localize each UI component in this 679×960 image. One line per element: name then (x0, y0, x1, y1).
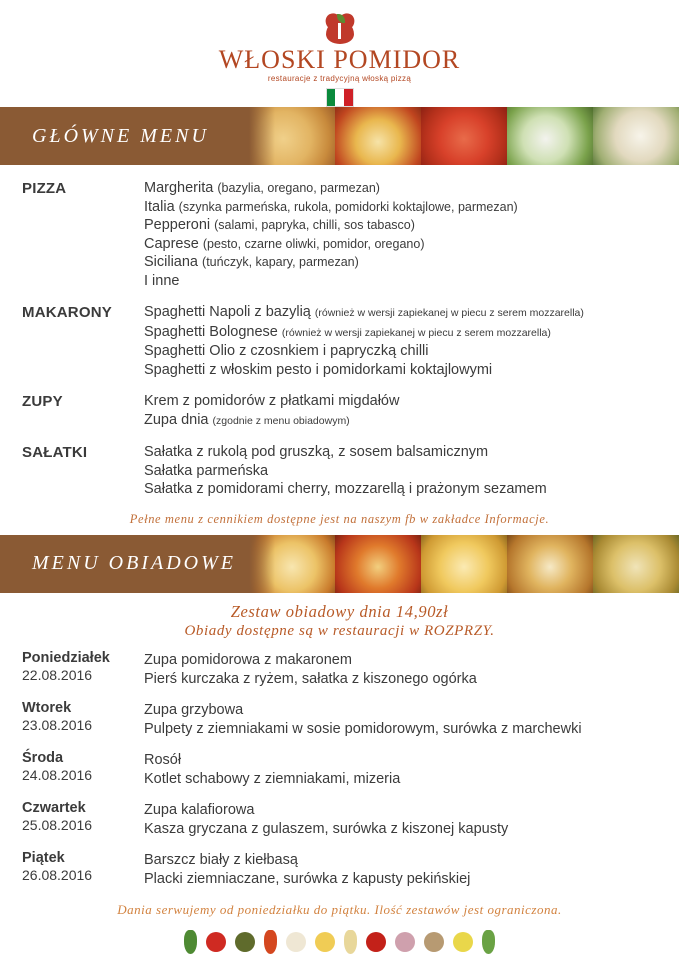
lunch-price-line: Zestaw obiadowy dnia 14,90zł (230, 601, 449, 621)
pasta-photo (335, 107, 421, 165)
pasta-icon (344, 930, 357, 954)
lunch-menu-photo-strip (249, 535, 679, 593)
category-label: PIZZA (22, 180, 67, 198)
broth-photo (421, 535, 507, 593)
menu-item (144, 480, 661, 499)
lunch-days-list (0, 640, 679, 889)
pepper-icon (264, 930, 277, 954)
day-dish: Kotlet schabowy z ziemniakami, mizeria (144, 770, 401, 787)
item-title: Sałatka parmeńska (144, 462, 269, 479)
main-menu-banner (0, 107, 679, 165)
menu-category-zupy (22, 392, 661, 430)
item-desc: (pesto, czarne oliwki, pomidor, oregano) (202, 236, 425, 251)
menu-item (144, 323, 661, 343)
day-row (22, 700, 665, 739)
footer-line-1: Dania serwujemy od poniedziałku do piątku. Ilość zestawów jest ograniczona. (117, 901, 562, 917)
item-title: Spaghetti z włoskim pesto i pomidorkami koktajlowymi (144, 361, 493, 378)
brand-tagline: restauracje z tradycyjną włoską pizzą (267, 74, 412, 84)
lunch-menu-banner (0, 535, 679, 593)
main-menu-photo-strip (249, 107, 679, 165)
tomato-heart-fork-icon (323, 14, 357, 44)
day-name: Piątek (22, 849, 65, 866)
item-title: Margherita (144, 180, 214, 197)
day-name: Wtorek (22, 699, 72, 716)
menu-item (144, 272, 661, 291)
item-title: Sałatka z rukolą pod gruszką, z sosem balsamicznym (144, 444, 489, 461)
item-title: Spaghetti Olio z czosnkiem i papryczką chilli (144, 343, 429, 360)
menu-item (144, 198, 661, 217)
item-desc: (salami, papryka, chilli, sos tabasco) (214, 218, 415, 233)
category-label: SAŁATKI (22, 444, 88, 462)
day-date: 25.08.2016 (22, 816, 93, 833)
lunch-menu-banner-title: MENU OBIADOWE (32, 552, 236, 575)
item-note: (również w wersji zapiekanej w piecu z serem mozzarella) (281, 326, 551, 339)
full-menu-note: Pełne menu z cennikiem dostępne jest na naszym fb w zakładce Informacje. (129, 511, 550, 526)
menu-item (144, 179, 661, 198)
menu-item (144, 361, 661, 380)
menu-item (144, 342, 661, 361)
day-dish: Zupa pomidorowa z makaronem (144, 651, 352, 668)
tomato-icon (206, 932, 226, 952)
item-desc: (szynka parmeńska, rukola, pomidorki koktajlowe, parmezan) (178, 199, 518, 214)
menu-item (144, 253, 661, 272)
item-title: Italia (144, 198, 175, 215)
day-name: Środa (22, 749, 64, 766)
cutlet-photo (507, 535, 593, 593)
potato-pancakes-photo (593, 535, 679, 593)
item-title: Spaghetti Napoli z bazylią (144, 304, 311, 321)
main-menu-body (0, 165, 679, 499)
lemon-icon (453, 932, 473, 952)
category-label: MAKARONY (22, 304, 112, 322)
menu-item (144, 443, 661, 462)
item-title: Siciliana (144, 254, 198, 271)
lunch-location-line: Obiady dostępne są w restauracji w ROZPRZY. (184, 622, 495, 639)
brand-header (0, 0, 679, 107)
lunch-headline (0, 602, 679, 640)
item-note: (również w wersji zapiekanej w piecu z serem mozzarella) (314, 307, 584, 320)
item-title: Krem z pomidorów z płatkami migdałów (144, 393, 400, 410)
day-dish: Placki ziemniaczane, surówka z kapusty pekińskiej (144, 870, 471, 887)
day-row (22, 750, 665, 789)
basil-icon (184, 930, 197, 954)
italian-flag-icon (326, 88, 354, 107)
menu-item (144, 392, 661, 411)
day-row (22, 650, 665, 689)
category-label: ZUPY (22, 393, 63, 411)
day-row (22, 850, 665, 889)
day-row (22, 800, 665, 839)
cheese-icon (315, 932, 335, 952)
day-date: 26.08.2016 (22, 866, 93, 883)
meatballs-photo (335, 535, 421, 593)
day-dish: Zupa grzybowa (144, 701, 244, 718)
day-dish: Barszcz biały z kiełbasą (144, 851, 298, 868)
item-note: (zgodnie z menu obiadowym) (212, 414, 350, 427)
chilli-icon (366, 932, 386, 952)
main-menu-banner-title: GŁÓWNE MENU (32, 124, 209, 147)
item-title: I inne (144, 272, 180, 289)
item-desc: (bazylia, oregano, parmezan) (217, 181, 380, 196)
tomato-soup-photo (421, 107, 507, 165)
plate-photo (593, 107, 679, 165)
bottom-decor-strip (0, 924, 679, 960)
day-date: 23.08.2016 (22, 716, 93, 733)
onion-icon (395, 932, 415, 952)
menu-item (144, 303, 661, 323)
olive-icon (235, 932, 255, 952)
mushroom-icon (424, 932, 444, 952)
salad-photo (507, 107, 593, 165)
day-name: Czwartek (22, 799, 86, 816)
brand-name: WŁOSKI POMIDOR (218, 45, 461, 74)
item-title: Zupa dnia (144, 411, 209, 428)
item-title: Caprese (144, 235, 199, 252)
menu-item (144, 411, 661, 431)
menu-category-pizza (22, 179, 661, 290)
item-title: Sałatka z pomidorami cherry, mozzarellą i prażonym sezamem (144, 481, 547, 498)
day-dish: Kasza gryczana z gulaszem, surówka z kiszonej kapusty (144, 820, 509, 837)
item-desc: (tuńczyk, kapary, parmezan) (202, 255, 359, 270)
day-date: 22.08.2016 (22, 666, 93, 683)
day-dish: Pulpety z ziemniakami w sosie pomidorowym, surówka z marchewki (144, 720, 582, 737)
menu-item (144, 235, 661, 254)
herb-icon (482, 930, 495, 954)
garlic-icon (286, 932, 306, 952)
day-dish: Pierś kurczaka z ryżem, sałatka z kiszonego ogórka (144, 670, 477, 687)
menu-category-salatki (22, 443, 661, 499)
day-name: Poniedziałek (22, 649, 110, 666)
menu-category-makarony (22, 303, 661, 379)
day-dish: Zupa kalafiorowa (144, 801, 255, 818)
menu-item (144, 216, 661, 235)
day-date: 24.08.2016 (22, 766, 93, 783)
item-title: Pepperoni (144, 217, 211, 234)
item-title: Spaghetti Bolognese (144, 323, 278, 340)
menu-item (144, 462, 661, 481)
day-dish: Rosół (144, 751, 182, 768)
